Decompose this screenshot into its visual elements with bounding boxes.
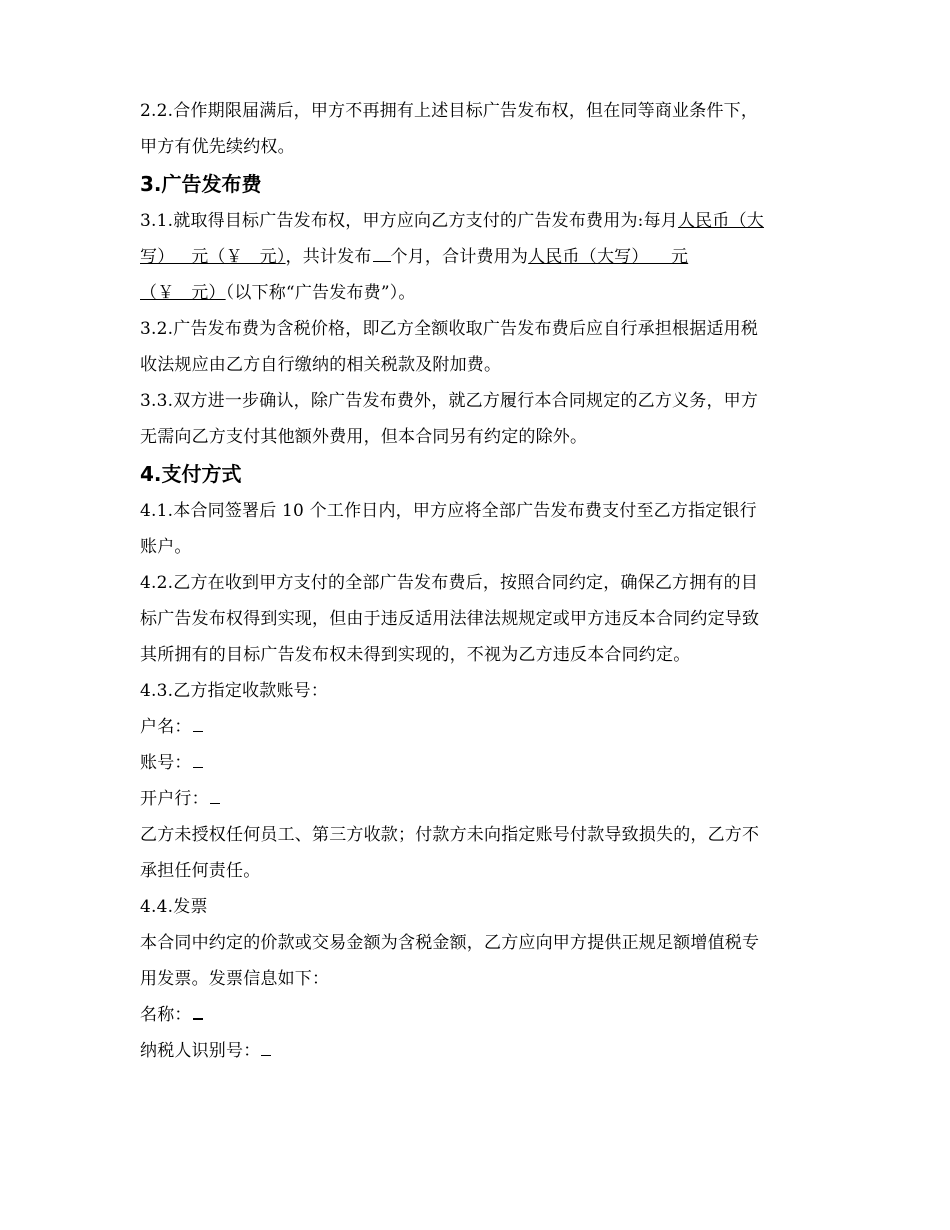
invoice-name-blank xyxy=(193,1004,203,1020)
clause-4-4-line-1: 本合同中约定的价款或交易金额为含税金额，乙方应向甲方提供正规足额增值税专 xyxy=(140,933,760,953)
clause-4-2-line-3: 其所拥有的目标广告发布权未得到实现的，不视为乙方违反本合同约定。 xyxy=(140,645,691,665)
account-name-label: 户名： xyxy=(140,717,192,737)
tax-id-blank xyxy=(261,1041,271,1056)
account-name-row xyxy=(140,709,820,745)
account-number-blank xyxy=(193,753,203,768)
clause-3-1-line-3 xyxy=(140,275,820,311)
clause-3-2-line-1: 3.2.广告发布费为含税价格，即乙方全额收取广告发布费后应自行承担根据适用税 xyxy=(140,319,759,339)
invoice-name-label: 名称： xyxy=(140,1005,192,1025)
months-blank xyxy=(373,247,391,262)
tax-id-row xyxy=(140,1033,820,1069)
document-body xyxy=(140,93,820,1069)
invoice-name-row xyxy=(140,997,820,1033)
clause-4-1-line-1: 4.1.本合同签署后 10 个工作日内，甲方应将全部广告发布费支付至乙方指定银行 xyxy=(140,501,757,521)
payment-note-line-2: 承担任何责任。 xyxy=(140,861,261,881)
bank-label: 开户行： xyxy=(140,789,209,809)
clause-3-1-line-1 xyxy=(140,203,820,239)
payment-note-line-1: 乙方未授权任何员工、第三方收款；付款方未向指定账号付款导致损失的，乙方不 xyxy=(140,825,760,845)
clause-3-1-monthly-rmb-underlined: 人民币（大 xyxy=(677,211,764,231)
bank-row xyxy=(140,781,820,817)
account-number-label: 账号： xyxy=(140,753,192,773)
clause-3-1-total-amount-underlined: （￥ 元） xyxy=(140,283,226,303)
bank-blank xyxy=(210,789,220,804)
account-number-row xyxy=(140,745,820,781)
clause-2-2-line-2: 甲方有优先续约权。 xyxy=(140,137,295,157)
clause-3-3-line-2: 无需向乙方支付其他额外费用，但本合同另有约定的除外。 xyxy=(140,427,588,447)
clause-4-1-line-2: 账户。 xyxy=(140,537,192,557)
clause-4-4-line-2: 用发票。发票信息如下： xyxy=(140,969,330,989)
clause-4-2-line-1: 4.2.乙方在收到甲方支付的全部广告发布费后，按照合同约定，确保乙方拥有的目 xyxy=(140,573,759,593)
clause-2-2-line-1: 2.2.合作期限届满后，甲方不再拥有上述目标广告发布权，但在同等商业条件下， xyxy=(140,101,759,121)
clause-4-4-title: 4.4.发票 xyxy=(140,897,208,917)
clause-3-1-total-rmb-underlined: 人民币（大写） 元 xyxy=(528,247,689,267)
section-heading-3: 3.广告发布费 xyxy=(140,172,262,196)
clause-4-3-title: 4.3.乙方指定收款账号： xyxy=(140,681,329,701)
clause-3-2-line-2: 收法规应由乙方自行缴纳的相关税款及附加费。 xyxy=(140,355,502,375)
clause-3-1-text-b: ，共计发布 xyxy=(285,247,372,267)
clause-3-1-line-2 xyxy=(140,239,820,275)
clause-3-3-line-1: 3.3.双方进一步确认，除广告发布费外，就乙方履行本合同规定的乙方义务，甲方 xyxy=(140,391,759,411)
clause-3-1-text-a: 3.1.就取得目标广告发布权，甲方应向乙方支付的广告发布费用为:每月 xyxy=(140,211,678,231)
clause-3-1-monthly-amount-underlined: 写） 元（￥ 元） xyxy=(140,247,286,267)
clause-3-1-text-c: 个月，合计费用为 xyxy=(390,247,529,267)
account-name-blank xyxy=(193,717,203,732)
section-heading-4: 4.支付方式 xyxy=(140,462,242,486)
clause-4-2-line-2: 标广告发布权得到实现，但由于违反适用法律法规规定或甲方违反本合同约定导致 xyxy=(140,609,760,629)
clause-3-1-text-d: （以下称“广告发布费”）。 xyxy=(225,283,416,303)
tax-id-label: 纳税人识别号： xyxy=(140,1041,261,1061)
